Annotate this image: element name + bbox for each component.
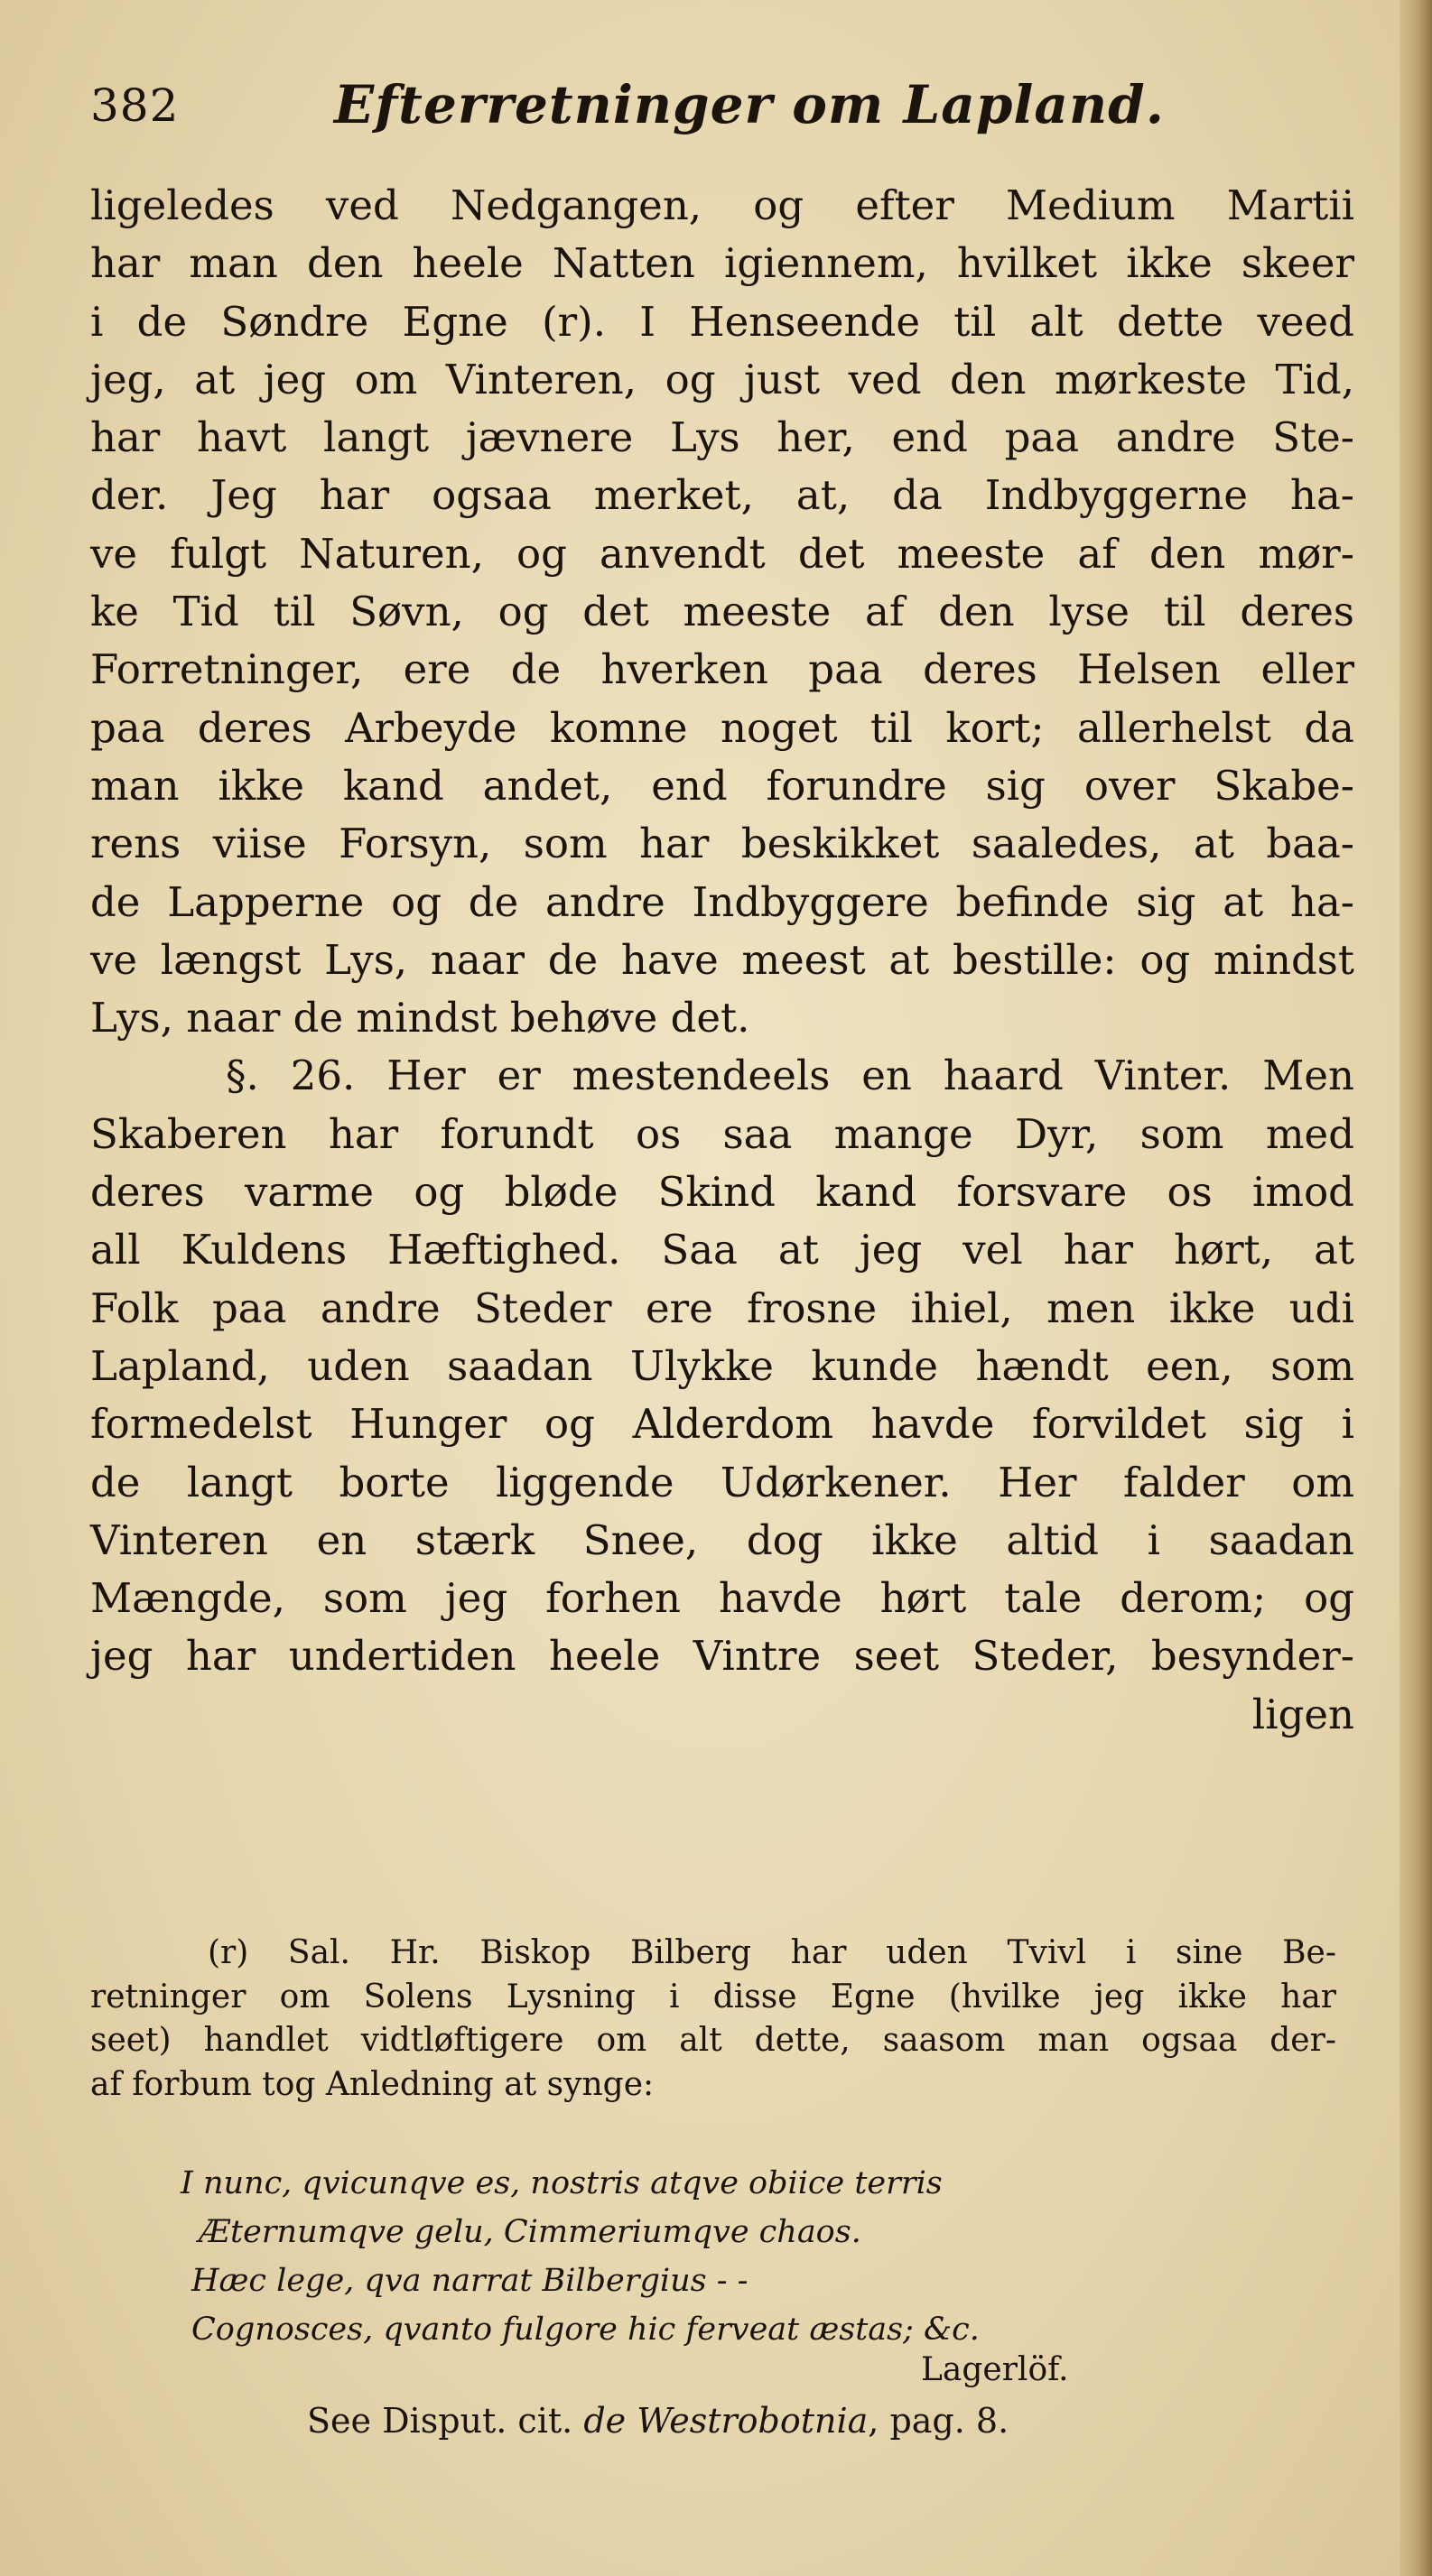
text-line: ve længst Lys, naar de have meest at bestille: og mindst [90,935,1354,984]
text-line: Lapland, uden saadan Ulykke kunde hændt een, som [90,1341,1354,1390]
main-text [90,177,1354,1744]
reference-work: Westrobotnia [637,2401,869,2441]
text-line: ke Tid til Søvn, og det meeste af den lyse til deres [90,588,1354,636]
text-line: deres varme og bløde Skind kand forsvare os imod [90,1168,1354,1217]
reference-prefix: See Disput. cit. [307,2401,573,2441]
footnote-line: seet) handlet vidtløftigere om alt dette, saasom man ogsaa der- [90,2022,1336,2059]
text-line: der. Jeg har ogsaa merket, at, da Indbyggerne ha- [90,471,1354,520]
text-line: formedelst Hunger og Alderdom havde forvildet sig i [90,1400,1354,1449]
catchword: ligen [1251,1690,1354,1738]
verse-line: Æternumqve gelu, Cimmeriumqve chaos. [199,2214,861,2250]
page-edge [1399,0,1432,2576]
text-line: de Lapperne og de andre Indbyggere befinde sig at ha- [90,877,1354,926]
footnote-line: af forbum tog Anledning at synge: [90,2065,655,2103]
footnote-line: retninger om Solens Lysning i disse Egne (hvilke jeg ikke har [90,1978,1336,2015]
reference-suffix: , pag. 8. [868,2401,1009,2441]
running-head: Efterretninger om Lapland. [334,74,1165,135]
text-line: Skaberen har forundt os saa mange Dyr, som med [90,1109,1354,1158]
verse-line: I nunc, qvicunqve es, nostris atqve obiice terris [181,2165,943,2201]
text-line: jeg, at jeg om Vinteren, og just ved den mørkeste Tid, [90,355,1354,403]
text-line: Mængde, som jeg forhen havde hørt tale derom; og [90,1574,1354,1623]
text-line: har havt langt jævnere Lys her, end paa andre Ste- [90,413,1354,462]
section-start-line: §. 26. Her er mestendeels en haard Vinter. Men [226,1052,1354,1100]
text-line: ve fulgt Naturen, og anvendt det meeste af den mør- [90,529,1354,578]
text-line: har man den heele Natten igiennem, hvilket ikke skeer [90,239,1354,288]
page-number: 382 [90,79,180,132]
text-line: rens viise Forsyn, som har beskikket saaledes, at baa- [90,820,1354,868]
text-line: ligeledes ved Nedgangen, og efter Medium Martii [90,181,1354,229]
text-line: Folk paa andre Steder ere frosne ihiel, men ikke udi [90,1283,1354,1332]
verse-attribution: Lagerlöf. [921,2351,1069,2388]
text-line: jeg har undertiden heele Vintre seet Steder, besynder- [90,1632,1354,1681]
latin-verse [181,2159,1219,2354]
reference-line [307,2401,1009,2441]
verse-line: Hæc lege, qva narrat Bilbergius - - [191,2263,749,2299]
text-line: paa deres Arbeyde komne noget til kort; allerhelst da [90,703,1354,752]
text-line: all Kuldens Hæftighed. Saa at jeg vel har hørt, at [90,1226,1354,1274]
text-line: de langt borte liggende Udørkener. Her falder om [90,1458,1354,1506]
page-header [90,74,1336,155]
text-line: Forretninger, ere de hverken paa deres Helsen eller [90,645,1354,694]
text-line: man ikke kand andet, end forundre sig over Skabe- [90,761,1354,810]
footnote-line: (r) Sal. Hr. Biskop Bilberg har uden Tvivl i sine Be- [208,1934,1336,1971]
text-line: Vinteren en stærk Snee, dog ikke altid i saadan [90,1515,1354,1564]
footnote [90,1932,1336,2107]
reference-de: de [583,2401,627,2441]
text-line: i de Søndre Egne (r). I Henseende til alt dette veed [90,297,1354,346]
text-line: Lys, naar de mindst behøve det. [90,994,750,1042]
verse-line: Cognosces, qvanto fulgore hic ferveat æstas; &c. [191,2312,980,2348]
